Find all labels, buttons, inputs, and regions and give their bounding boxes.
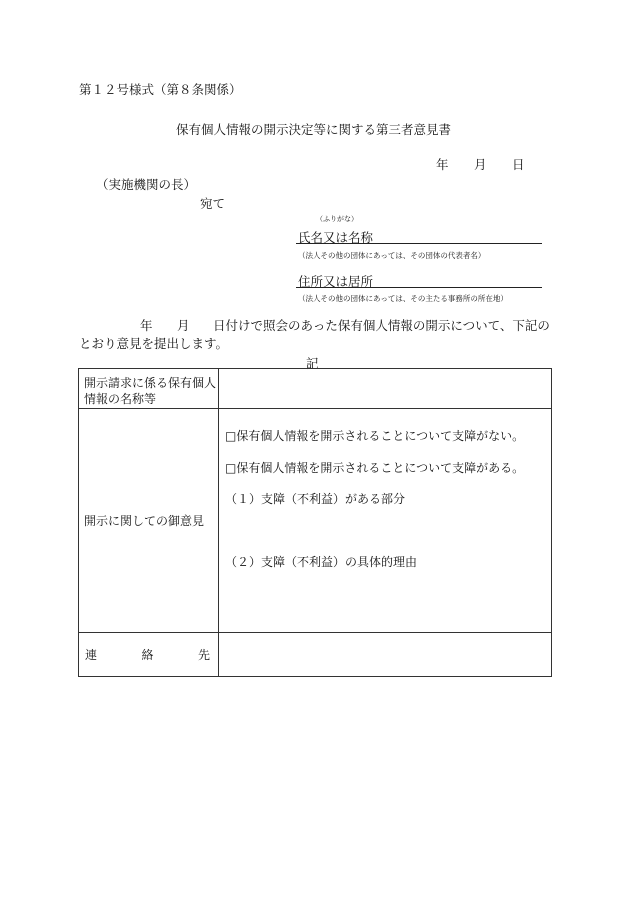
addressee-org: （実施機関の長）: [96, 177, 197, 192]
contact-label-char-2: 絡: [141, 648, 154, 662]
body-month: 月: [177, 318, 190, 333]
contact-field[interactable]: [219, 633, 552, 677]
date-year-label: 年: [436, 157, 449, 172]
address-label: 住所又は居所: [298, 274, 374, 289]
addressee-to: 宛て: [200, 196, 226, 211]
option-issue-checkbox[interactable]: □保有個人情報を開示されることについて支障がある。: [225, 461, 525, 475]
row-label-contact: [79, 633, 219, 677]
body-line2: とおり意見を提出します。: [79, 336, 229, 351]
page-title: 保有個人情報の開示決定等に関する第三者意見書: [176, 122, 452, 137]
row-label-info-name: 開示請求に係る保有個人情報の名称等: [79, 369, 219, 409]
sub-item-reason: （２）支障（不利益）の具体的理由: [225, 555, 418, 569]
date-day-label: 日: [512, 157, 525, 172]
sub-item-affected-part: （１）支障（不利益）がある部分: [225, 492, 406, 506]
table-row-name: [79, 369, 552, 409]
contact-label-char-3: 先: [197, 648, 210, 662]
furigana-label: （ふりがな）: [316, 215, 358, 223]
date-month-label: 月: [474, 157, 487, 172]
contact-label-char-1: 連: [85, 648, 98, 662]
table-row-opinion: [79, 409, 552, 633]
form-number: 第１２号様式（第８条関係）: [79, 82, 242, 97]
name-underline: [296, 243, 542, 244]
address-underline: [296, 287, 542, 288]
opinion-field[interactable]: [219, 409, 552, 633]
row-label-opinion: 開示に関しての御意見: [79, 409, 219, 633]
table-row-contact: [79, 633, 552, 677]
option-no-issue-checkbox[interactable]: □保有個人情報を開示されることについて支障がない。: [225, 429, 525, 443]
ki-label: 記: [306, 356, 319, 371]
body-year: 年: [140, 318, 153, 333]
name-label: 氏名又は名称: [298, 230, 374, 245]
info-name-field[interactable]: [219, 369, 552, 409]
opinion-table: [78, 368, 552, 677]
body-line1: 日付けで照会のあった保有個人情報の開示について、下記の: [213, 318, 550, 333]
name-note: （法人その他の団体にあっては、その団体の代表者名）: [298, 251, 486, 260]
address-note: （法人その他の団体にあっては、その主たる事務所の所在地）: [298, 294, 508, 303]
